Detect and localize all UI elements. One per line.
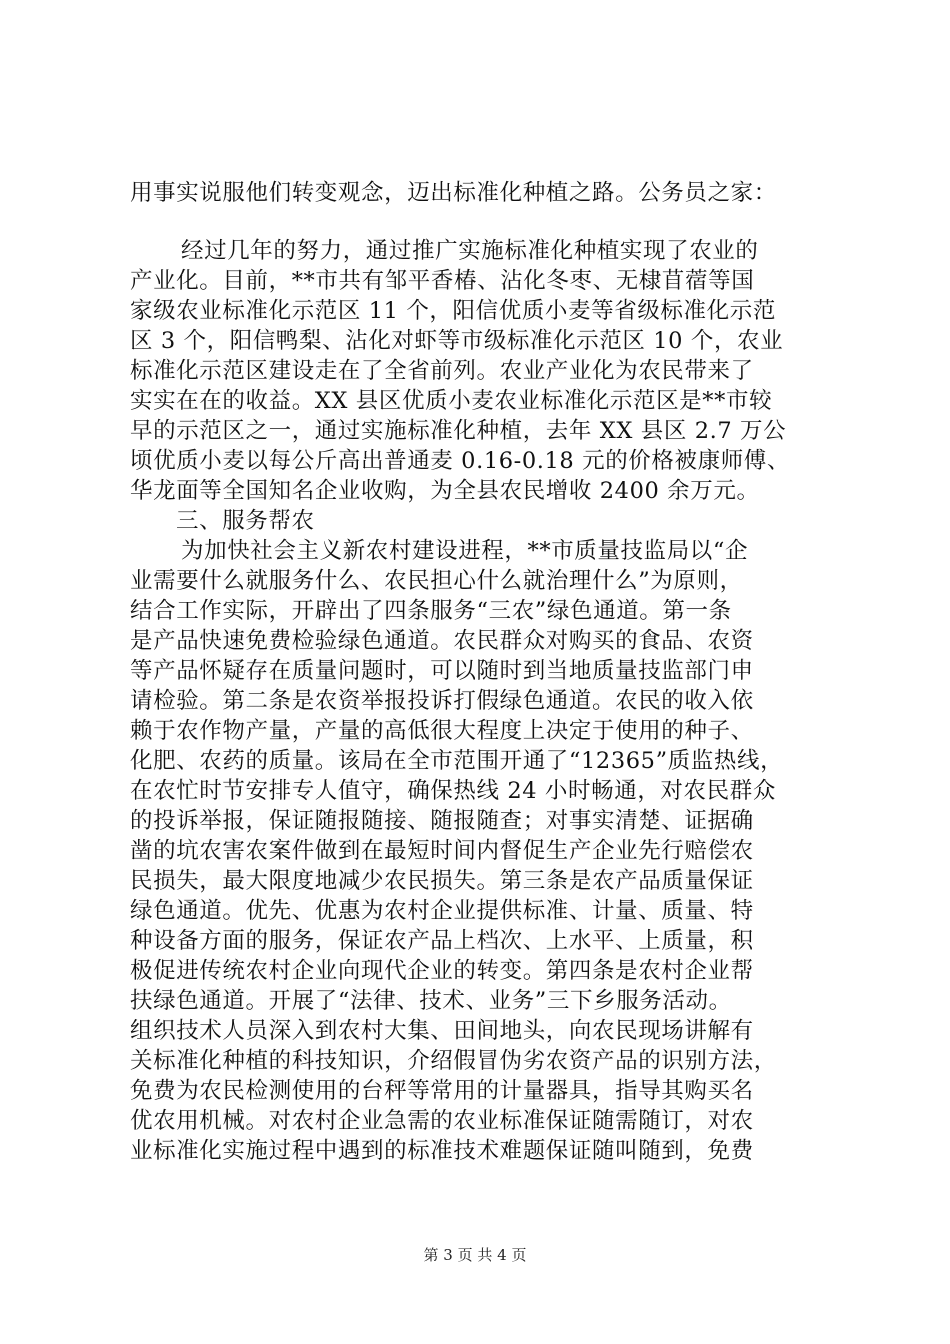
text-line: 绿色通道。优先、优惠为农村企业提供标准、计量、质量、特 [130,898,754,924]
text-line: 种设备方面的服务，保证农产品上档次、上水平、上质量，积 [130,928,754,954]
text-line: 赖于农作物产量，产量的高低很大程度上决定于使用的种子、 [130,718,754,744]
paragraph-first-line: 为加快社会主义新农村建设进程，**市质量技监局以“企 [181,538,749,564]
text-line: 民损失，最大限度地减少农民损失。第三条是农产品质量保证 [130,868,754,894]
text-line: 业标准化实施过程中遇到的标准技术难题保证随叫随到，免费 [130,1138,754,1164]
text-line: 家级农业标准化示范区 11 个，阳信优质小麦等省级标准化示范 [130,298,776,324]
text-line: 优农用机械。对农村企业急需的农业标准保证随需随订，对农 [130,1108,754,1134]
text-line: 扶绿色通道。开展了“法律、技术、业务”三下乡服务活动。 [130,988,732,1014]
text-line: 化肥、农药的质量。该局在全市范围开通了“12365”质监热线， [130,748,784,774]
text-line: 业需要什么就服务什么、农民担心什么就治理什么”为原则， [130,568,743,594]
text-line: 组织技术人员深入到农村大集、田间地头，向农民现场讲解有 [130,1018,754,1044]
page-number-footer: 第 3 页 共 4 页 [423,1246,527,1264]
text-line: 凿的坑农害农案件做到在最短时间内督促生产企业先行赔偿农 [130,838,754,864]
text-line: 产业化。目前，**市共有邹平香椿、沾化冬枣、无棣苜蓿等国 [130,268,755,294]
text-line: 区 3 个，阳信鸭梨、沾化对虾等市级标准化示范区 10 个，农业 [130,328,784,354]
text-line: 免费为农民检测使用的台秤等常用的计量器具，指导其购买名 [130,1078,754,1104]
text-line: 顷优质小麦以每公斤高出普通麦 0.16-0.18 元的价格被康师傅、 [130,448,791,474]
text-line: 在农忙时节安排专人值守，确保热线 24 小时畅通，对农民群众 [130,778,776,804]
text-line: 用事实说服他们转变观念，迈出标准化种植之路。公务员之家： [130,180,777,206]
text-line: 等产品怀疑存在质量问题时，可以随时到当地质量技监部门申 [130,658,754,684]
text-line: 是产品快速免费检验绿色通道。农民群众对购买的食品、农资 [130,628,754,654]
text-line: 华龙面等全国知名企业收购，为全县农民增收 2400 余万元。 [130,478,760,504]
text-line: 关标准化种植的科技知识，介绍假冒伪劣农资产品的识别方法， [130,1048,777,1074]
paragraph-first-line: 经过几年的努力，通过推广实施标准化种植实现了农业的 [181,238,759,264]
text-line: 早的示范区之一，通过实施标准化种植，去年 XX 县区 2.7 万公 [130,418,787,444]
text-line: 实实在在的收益。XX 县区优质小麦农业标准化示范区是**市较 [130,388,773,414]
text-line: 请检验。第二条是农资举报投诉打假绿色通道。农民的收入依 [130,688,754,714]
text-line: 极促进传统农村企业向现代企业的转变。第四条是农村企业帮 [130,958,754,984]
text-line: 结合工作实际，开辟出了四条服务“三农”绿色通道。第一条 [130,598,732,624]
text-line: 标准化示范区建设走在了全省前列。农业产业化为农民带来了 [130,358,754,384]
section-heading: 三、服务帮农 [176,508,315,534]
text-line: 的投诉举报，保证随报随接、随报随查；对事实清楚、证据确 [130,808,754,834]
